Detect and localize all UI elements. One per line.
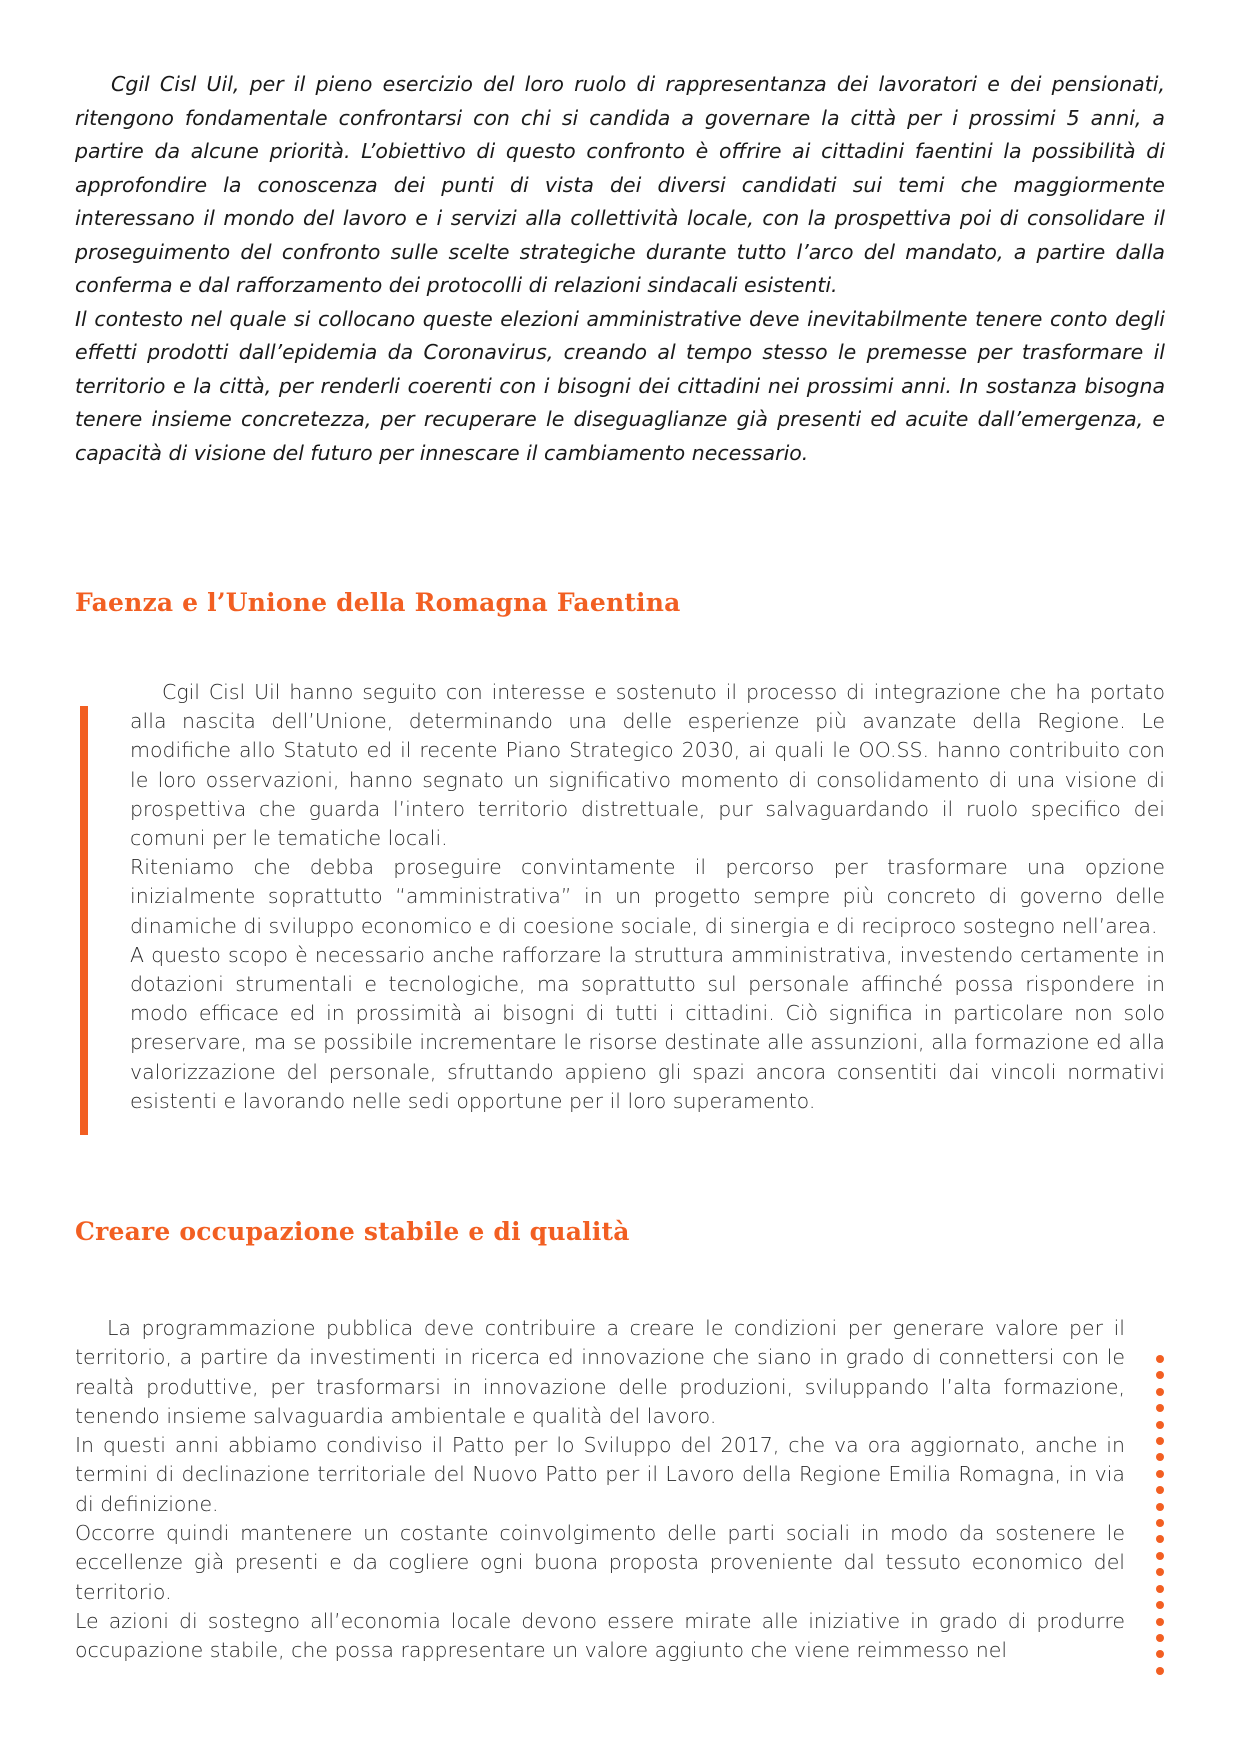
accent-dot [1156,1453,1164,1461]
section2-paragraph-2: In questi anni abbiamo condiviso il Patto per lo Sviluppo del 2017, che va ora aggiornato, anche in termini di declinazione territoriale del Nuovo Patto per il Lavoro della Regione Emilia Romagna, in via di definizione. [75,1433,1125,1516]
accent-bar [80,706,88,1135]
accent-dot [1156,1618,1164,1626]
accent-dot [1156,1667,1164,1675]
section-body-occupazione [75,1314,1125,1666]
accent-dot [1156,1519,1164,1527]
accent-dot [1156,1568,1164,1576]
accent-dot [1156,1503,1164,1511]
accent-dot [1156,1404,1164,1412]
accent-dot [1156,1634,1164,1642]
dotted-accent-line [1154,1355,1166,1675]
accent-dot [1156,1421,1164,1429]
accent-dot [1156,1650,1164,1658]
accent-dot [1156,1355,1164,1363]
accent-dot [1156,1437,1164,1445]
section-heading-occupazione: Creare occupazione stabile e di qualità [75,1217,630,1246]
section2-paragraph-3: Occorre quindi mantenere un costante coinvolgimento delle parti sociali in modo da sostenere le eccellenze già presenti e da cogliere ogni buona proposta proveniente dal tessuto economico del territorio. [75,1521,1125,1604]
accent-dot [1156,1486,1164,1494]
section2-paragraph-4: Le azioni di sostegno all’economia locale devono essere mirate alle iniziative in grado di produrre occupazione stabile, che possa rappresentare un valore aggiunto che viene reimmesso nel [75,1608,1125,1663]
section1-paragraph-3: A questo scopo è necessario anche rafforzare la struttura amministrativa, investendo certamente in dotazioni strumentali e tecnologiche, ma soprattutto sul personale affinché possa rispondere in modo efficace ed in prossimità ai bisogni di tutti i cittadini. Ciò significa in particolare non solo preservare, ma se possibile incrementare le risorse destinate alle assunzioni, alla formazione ed alla valorizzazione del personale, sfruttando appieno gli spazi ancora consentiti dai vincoli normativi esistenti e lavorando nelle sedi opportune per il loro superamento. [130,942,1165,1113]
intro-block [75,68,1165,470]
accent-dot [1156,1552,1164,1560]
section-body-unione [130,678,1165,1116]
intro-paragraph-2: Il contesto nel quale si collocano queste elezioni amministrative deve inevitabilmente tenere conto degli effetti prodotti dall’epidemia da Coronavirus, creando al tempo stesso le premesse per trasformare il territorio e la città, per renderli coerenti con i bisogni dei cittadini nei prossimi anni. In sostanza bisogna tenere insieme concretezza, per recuperare le diseguaglianze già presenti ed acuite dall’emergenza, e capacità di visione del futuro per innescare il cambiamento necessario. [75,306,1165,465]
accent-dot [1156,1585,1164,1593]
section-heading-unione: Faenza e l’Unione della Romagna Faentina [75,588,681,617]
section1-paragraph-1: Cgil Cisl Uil hanno seguito con interesse e sostenuto il processo di integrazione che ha portato alla nascita dell’Unione, determinando una delle esperienze più avanzate della Regione. Le modifiche allo Statuto ed il recente Piano Strategico 2030, ai quali le OO.SS. hanno contribuito con le loro osservazioni, hanno segnato un significativo momento di consolidamento di una visione di prospettiva che guarda l’intero territorio distrettuale, pur salvaguardando il ruolo specifico dei comuni per le tematiche locali. [130,680,1165,851]
accent-dot [1156,1371,1164,1379]
accent-dot [1156,1535,1164,1543]
section2-paragraph-1: La programmazione pubblica deve contribuire a creare le condizioni per generare valore per il territorio, a partire da investimenti in ricerca ed innovazione che siano in grado di connettersi con le realtà produttive, per trasformarsi in innovazione delle produzioni, sviluppando l’alta formazione, tenendo insieme salvaguardia ambientale e qualità del lavoro. [75,1316,1125,1428]
accent-dot [1156,1388,1164,1396]
intro-paragraph-1: Cgil Cisl Uil, per il pieno esercizio del loro ruolo di rappresentanza dei lavoratori e dei pensionati, ritengono fondamentale confrontarsi con chi si candida a governare la città per i prossimi 5 anni, a partire da alcune priorità. L’obiettivo di questo confronto è offrire ai cittadini faentini la possibilità di approfondire la conoscenza dei punti di vista dei diversi candidati sui temi che maggiormente interessano il mondo del lavoro e i servizi alla collettività locale, con la prospettiva poi di consolidare il proseguimento del confronto sulle scelte strategiche durante tutto l’arco del mandato, a partire dalla conferma e dal rafforzamento dei protocolli di relazioni sindacali esistenti. [75,72,1165,297]
accent-dot [1156,1470,1164,1478]
section1-paragraph-2: Riteniamo che debba proseguire convintamente il percorso per trasformare una opzione inizialmente soprattutto “amministrativa” in un progetto sempre più concreto di governo delle dinamiche di sviluppo economico e di coesione sociale, di sinergia e di reciproco sostegno nell’area. [130,855,1165,938]
accent-dot [1156,1601,1164,1609]
